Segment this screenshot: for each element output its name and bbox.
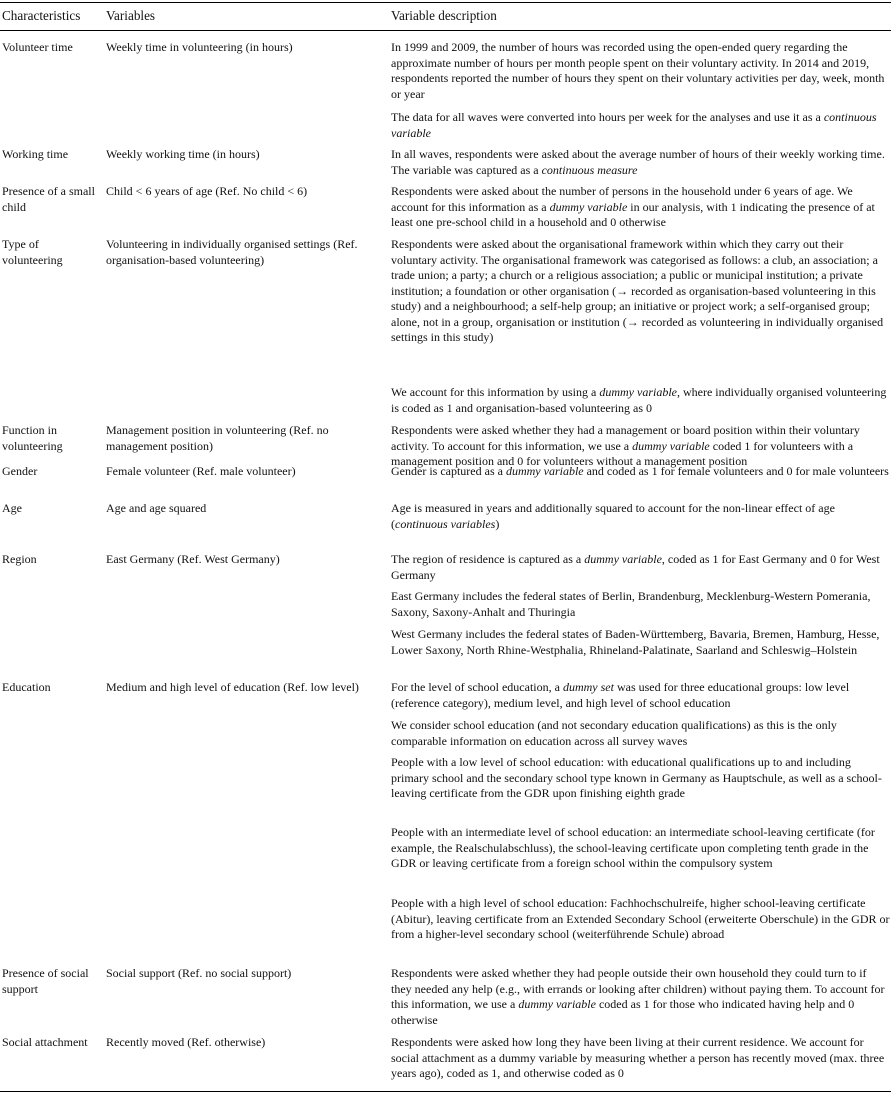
row-variable: East Germany (Ref. West Germany) bbox=[106, 552, 280, 566]
row-characteristic: Presence of social support bbox=[2, 966, 89, 996]
row-variable: Female volunteer (Ref. male volunteer) bbox=[106, 464, 296, 478]
row-variable: Weekly time in volunteering (in hours) bbox=[106, 40, 293, 54]
row-characteristic: Region bbox=[2, 552, 37, 566]
row-description: People with an intermediate level of school education: an intermediate school-leaving certificate (for example, the Realschulabschluss), the school-leaving certificate upon completing tenth grade in the GDR or leaving certificate from a foreign school within the compulsory system bbox=[391, 825, 875, 870]
row-description: We consider school education (and not secondary education qualifications) as this is the only comparable information on education across all survey waves bbox=[391, 718, 837, 748]
row-variable: Medium and high level of education (Ref. low level) bbox=[106, 680, 359, 694]
row-description: The region of residence is captured as a dummy variable, coded as 1 for East Germany and 0 for West Germany bbox=[391, 552, 880, 582]
row-characteristic: Volunteer time bbox=[2, 40, 73, 54]
row-variable: Age and age squared bbox=[106, 501, 207, 515]
row-characteristic: Type of volunteering bbox=[2, 237, 63, 267]
row-characteristic: Function in volunteering bbox=[2, 423, 63, 453]
row-description: Gender is captured as a dummy variable and coded as 1 for female volunteers and 0 for male volunteers bbox=[391, 464, 889, 478]
row-variable: Volunteering in individually organised settings (Ref. organisation-based volunteering) bbox=[106, 237, 358, 267]
row-characteristic: Presence of a small child bbox=[2, 184, 95, 214]
row-description: Respondents were asked how long they have been living at their current residence. We account for social attachment as a dummy variable by measuring whether a person has recently moved (max. three years ago), coded as 1, and otherwise coded as 0 bbox=[391, 1035, 885, 1080]
row-variable: Management position in volunteering (Ref. no management position) bbox=[106, 423, 329, 453]
row-description: Respondents were asked about the organisational framework within which they carry out their voluntary activity. The organisational framework was categorised as follows: a club, an association; a trade union; a party; a church or a religious association; a public or municipal institution; a private institution; a foundation or other organisation (→ recorded as organisation-based volunteering in this study) and a neighbourhood; a self-help group; an initiative or project work; a self-organised group; alone, not in a group, organisation or institution (→ recorded as volunteering in individually organised settings in this study) bbox=[391, 237, 884, 344]
row-description: Respondents were asked whether they had people outside their own household they could turn to if they needed any help (e.g., with errands or looking after children) without paying them. To account for this information, we use a dummy variable coded as 1 for those who indicated having help and 0 otherwise bbox=[391, 966, 885, 1027]
table-bottom-rule bbox=[0, 1091, 891, 1092]
row-description: East Germany includes the federal states of Berlin, Brandenburg, Mecklenburg-Western Pomerania, Saxony, Saxony-Anhalt and Thuringia bbox=[391, 589, 871, 619]
header-variables: Variables bbox=[106, 8, 156, 23]
row-variable: Weekly working time (in hours) bbox=[106, 147, 260, 161]
row-characteristic: Social attachment bbox=[2, 1035, 88, 1049]
header-characteristics: Characteristics bbox=[2, 8, 81, 23]
row-description: People with a high level of school education: Fachhochschulreife, higher school-leaving certificate (Abitur), leaving certificate from an Extended Secondary School (erweiterte Oberschule) in the GDR or from a higher-level secondary school (weiterführende Schule) abroad bbox=[391, 896, 890, 941]
row-characteristic: Gender bbox=[2, 464, 38, 478]
table-top-rule bbox=[0, 2, 891, 3]
row-characteristic: Age bbox=[2, 501, 22, 515]
row-variable: Child < 6 years of age (Ref. No child < 6) bbox=[106, 184, 308, 198]
row-variable: Social support (Ref. no social support) bbox=[106, 966, 292, 980]
row-description: Respondents were asked about the number of persons in the household under 6 years of age. We account for this information as a dummy variable in our analysis, with 1 indicating the presence of at least one pre-school child in a household and 0 otherwise bbox=[391, 184, 875, 229]
row-characteristic: Working time bbox=[2, 147, 69, 161]
row-description: In all waves, respondents were asked about the average number of hours of their weekly working time. The variable was captured as a continuous measure bbox=[391, 147, 885, 177]
row-variable: Recently moved (Ref. otherwise) bbox=[106, 1035, 266, 1049]
row-description: For the level of school education, a dummy set was used for three educational groups: low level (reference category), medium level, and high level of school education bbox=[391, 680, 850, 710]
row-description: West Germany includes the federal states of Baden-Württemberg, Bavaria, Bremen, Hamburg, Hesse, Lower Saxony, North Rhine-Westphalia, Rhineland-Palatinate, Saarland and Schleswig–Holstein bbox=[391, 627, 880, 657]
row-description: In 1999 and 2009, the number of hours was recorded using the open-ended query regarding the approximate number of hours per month people spent on their voluntary activity. In 2014 and 2019, respondents reported the number of hours they spent on their voluntary activities per day, week, month or year bbox=[391, 40, 885, 101]
row-description: We account for this information by using a dummy variable, where individually organised volunteering is coded as 1 and organisation-based volunteering as 0 bbox=[391, 385, 887, 415]
row-description: Age is measured in years and additionally squared to account for the non-linear effect of age (continuous variables) bbox=[391, 501, 835, 531]
table-header-rule bbox=[0, 30, 891, 31]
row-description: The data for all waves were converted into hours per week for the analyses and use it as a continuous variable bbox=[391, 110, 877, 140]
header-variable-description: Variable description bbox=[391, 8, 497, 23]
row-description: People with a low level of school education: with educational qualifications up to and including primary school and the secondary school type known in Germany as Hauptschule, as well as a school-leaving certificate from the GDR upon finishing eighth grade bbox=[391, 755, 882, 800]
row-characteristic: Education bbox=[2, 680, 51, 694]
row-description: Respondents were asked whether they had a management or board position within their voluntary activity. To account for this information, we use a dummy variable coded 1 for volunteers with a management position and 0 for volunteers without a management position bbox=[391, 423, 860, 468]
